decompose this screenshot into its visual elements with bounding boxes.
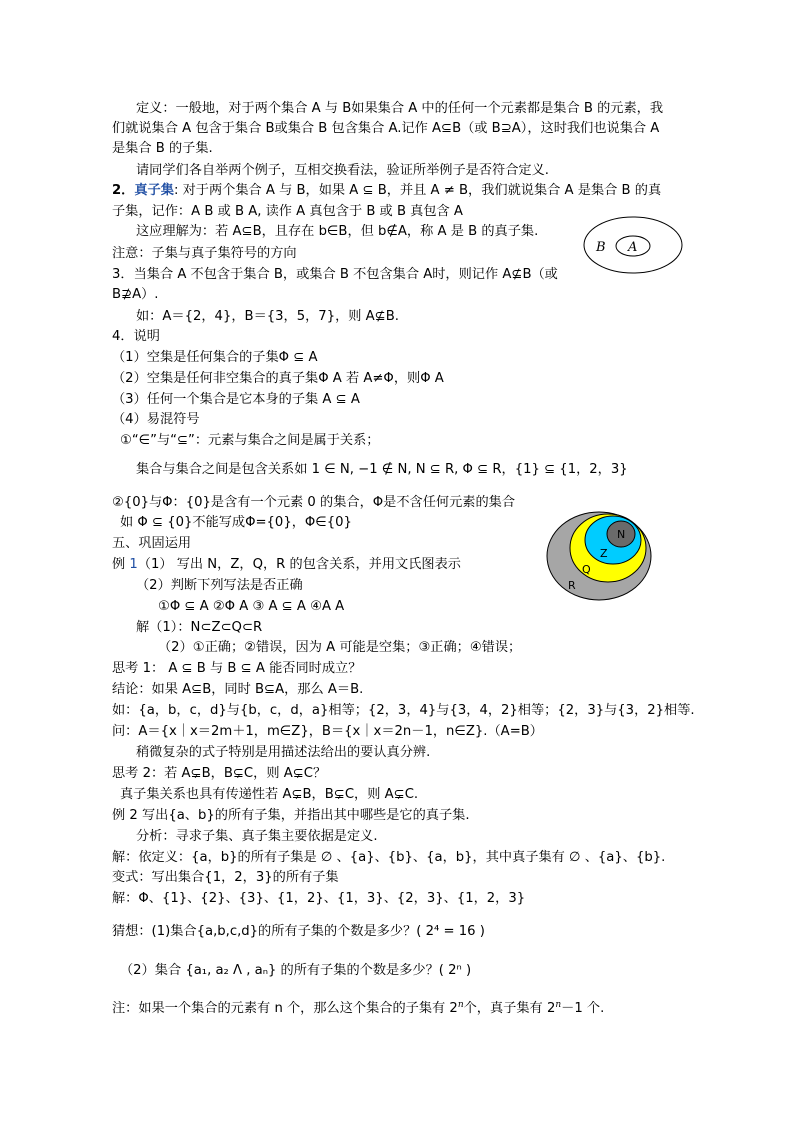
text-line: 解：依定义：{a，b}的所有子集是 ∅ 、{a}、{b}、{a，b}，其中真子集有 ∅ 、{a}、{b}. [112, 850, 666, 865]
exponent: n [457, 1000, 464, 1010]
example-number: 1 [129, 557, 138, 572]
note-text: 注：如果一个集合的元素有 n 个，那么这个集合的子集有 2 [112, 1001, 458, 1016]
text-line: 这应理解为：若 A⊆B，且存在 b∈B，但 b∉A，称 A 是 B 的真子集. [136, 224, 539, 239]
text-line: 例 2 写出{a、b}的所有子集，并指出其中哪些是它的真子集. [112, 808, 470, 823]
text-line: 如：{a，b，c，d}与{b，c，d，a}相等；{2，3，4}与{3，4，2}相等；{2，3}与{3，2}相等. [112, 703, 695, 718]
text-line: 结论：如果 A⊆B，同时 B⊆A，那么 A＝B. [112, 682, 364, 697]
text-line: 们就说集合 A 包含于集合 B或集合 B 包含集合 A.记作 A⊆B（或 B⊇A），这时我们也说集合 A [112, 121, 660, 136]
text-line: 猜想：(1)集合{a,b,c,d}的所有子集的个数是多少？( 2⁴ = 16 ) [112, 924, 485, 939]
text-line: 注意：子集与真子集符号的方向 [112, 246, 297, 261]
venn-diagram-ab [582, 214, 684, 276]
set-a-label: A [628, 240, 638, 255]
text-line: （4）易混符号 [112, 412, 200, 427]
text-line: （3）任何一个集合是它本身的子集 A ⊆ A [112, 392, 360, 407]
text-line: 解（1）：N⊂Z⊂Q⊂R [136, 620, 263, 635]
text-line: 分析：寻求子集、真子集主要依据是定义. [136, 829, 378, 844]
note-text: 个，真子集有 2 [463, 1001, 556, 1016]
text-line: 思考 1： A ⊆ B 与 B ⊆ A 能否同时成立？ [112, 661, 362, 676]
section-heading: 五、巩固运用 [112, 536, 192, 551]
term-proper-subset: 真子集 [134, 183, 174, 198]
set-b-label: B [596, 240, 606, 255]
text-line: 思考 2：若 A⊊B，B⊊C，则 A⊊C？ [112, 766, 327, 781]
text-line: B⊉A）. [112, 287, 159, 302]
text-line: 如：A＝{2，4}，B＝{3，5，7}，则 A⊈B. [136, 309, 399, 324]
example-prefix: 例 [112, 557, 130, 572]
item-number: 2． [112, 183, 135, 198]
text-line: （2）集合 {a₁, a₂ Λ , aₙ} 的所有子集的个数是多少？( 2ⁿ ) [120, 963, 472, 978]
set-r-label: R [568, 579, 576, 592]
set-n-label: N [617, 528, 626, 541]
text-line: 集合与集合之间是包含关系如 1 ∈ N, −1 ∉ N, N ⊆ R, Φ ⊆ R，{1} ⊆ {1，2，3} [136, 462, 628, 477]
exponent: n [555, 1000, 562, 1010]
set-q-label: Q [582, 563, 591, 576]
text-line: 真子集关系也具有传递性若 A⊊B，B⊊C，则 A⊊C. [120, 787, 419, 802]
text-line: 是集合 B 的子集. [112, 141, 213, 156]
text-line: （2）判断下列写法是否正确 [136, 578, 303, 593]
text-line: 如 Φ ⊆ {0}不能写成Φ={0}，Φ∈{0} [120, 515, 352, 530]
note-text: －1 个. [561, 1001, 605, 1016]
text-line: （1）空集是任何集合的子集Φ ⊆ A [112, 350, 318, 365]
text-line: ①Φ ⊆ A ②Φ A ③ A ⊆ A ④A A [158, 599, 345, 614]
text-line: （2）空集是任何非空集合的真子集Φ A 若 A≠Φ，则Φ A [112, 371, 444, 386]
text-line: 解：Φ、{1}、{2}、{3}、{1，2}、{1，3}、{2，3}、{1，2，3} [112, 891, 526, 906]
text-line: 变式：写出集合{1，2，3}的所有子集 [112, 870, 339, 885]
text-line [112, 995, 682, 1019]
text-line: 子集，记作：A B 或 B A, 读作 A 真包含于 B 或 B 真包含 A [112, 204, 463, 219]
text-line: 定义：一般地，对于两个集合 A 与 B如果集合 A 中的任何一个元素都是集合 B 的元素，我 [136, 101, 664, 116]
text-line: 4．说明 [112, 329, 160, 344]
text-line: 请同学们各自举两个例子，互相交换看法，验证所举例子是否符合定义. [136, 163, 550, 178]
text-line: 稍微复杂的式子特别是用描述法给出的要认真分辨. [136, 745, 431, 760]
text-line [112, 181, 682, 201]
venn-diagram-nzqr [546, 510, 654, 602]
example-text: （1） 写出 N，Z，Q，R 的包含关系，并用文氏图表示 [137, 557, 461, 572]
text-line: 问：A＝{x｜x＝2m＋1，m∈Z}，B＝{x｜x＝2n－1，n∈Z}.（A=B） [112, 724, 543, 739]
text-line: ②{0}与Φ：{0}是含有一个元素 0 的集合，Φ是不含任何元素的集合 [112, 495, 516, 510]
text-line: ①“∈”与“⊆”：元素与集合之间是属于关系； [120, 433, 380, 448]
text-line: 3．当集合 A 不包含于集合 B，或集合 B 不包含集合 A时，则记作 A⊈B（或 [112, 267, 558, 282]
set-z-label: Z [600, 547, 608, 560]
text-line: （2）①正确；②错误，因为 A 可能是空集；③正确；④错误； [158, 640, 522, 655]
definition-text: : 对于两个集合 A 与 B，如果 A ⊆ B，并且 A ≠ B，我们就说集合 A 是集合 B 的真 [173, 183, 662, 198]
